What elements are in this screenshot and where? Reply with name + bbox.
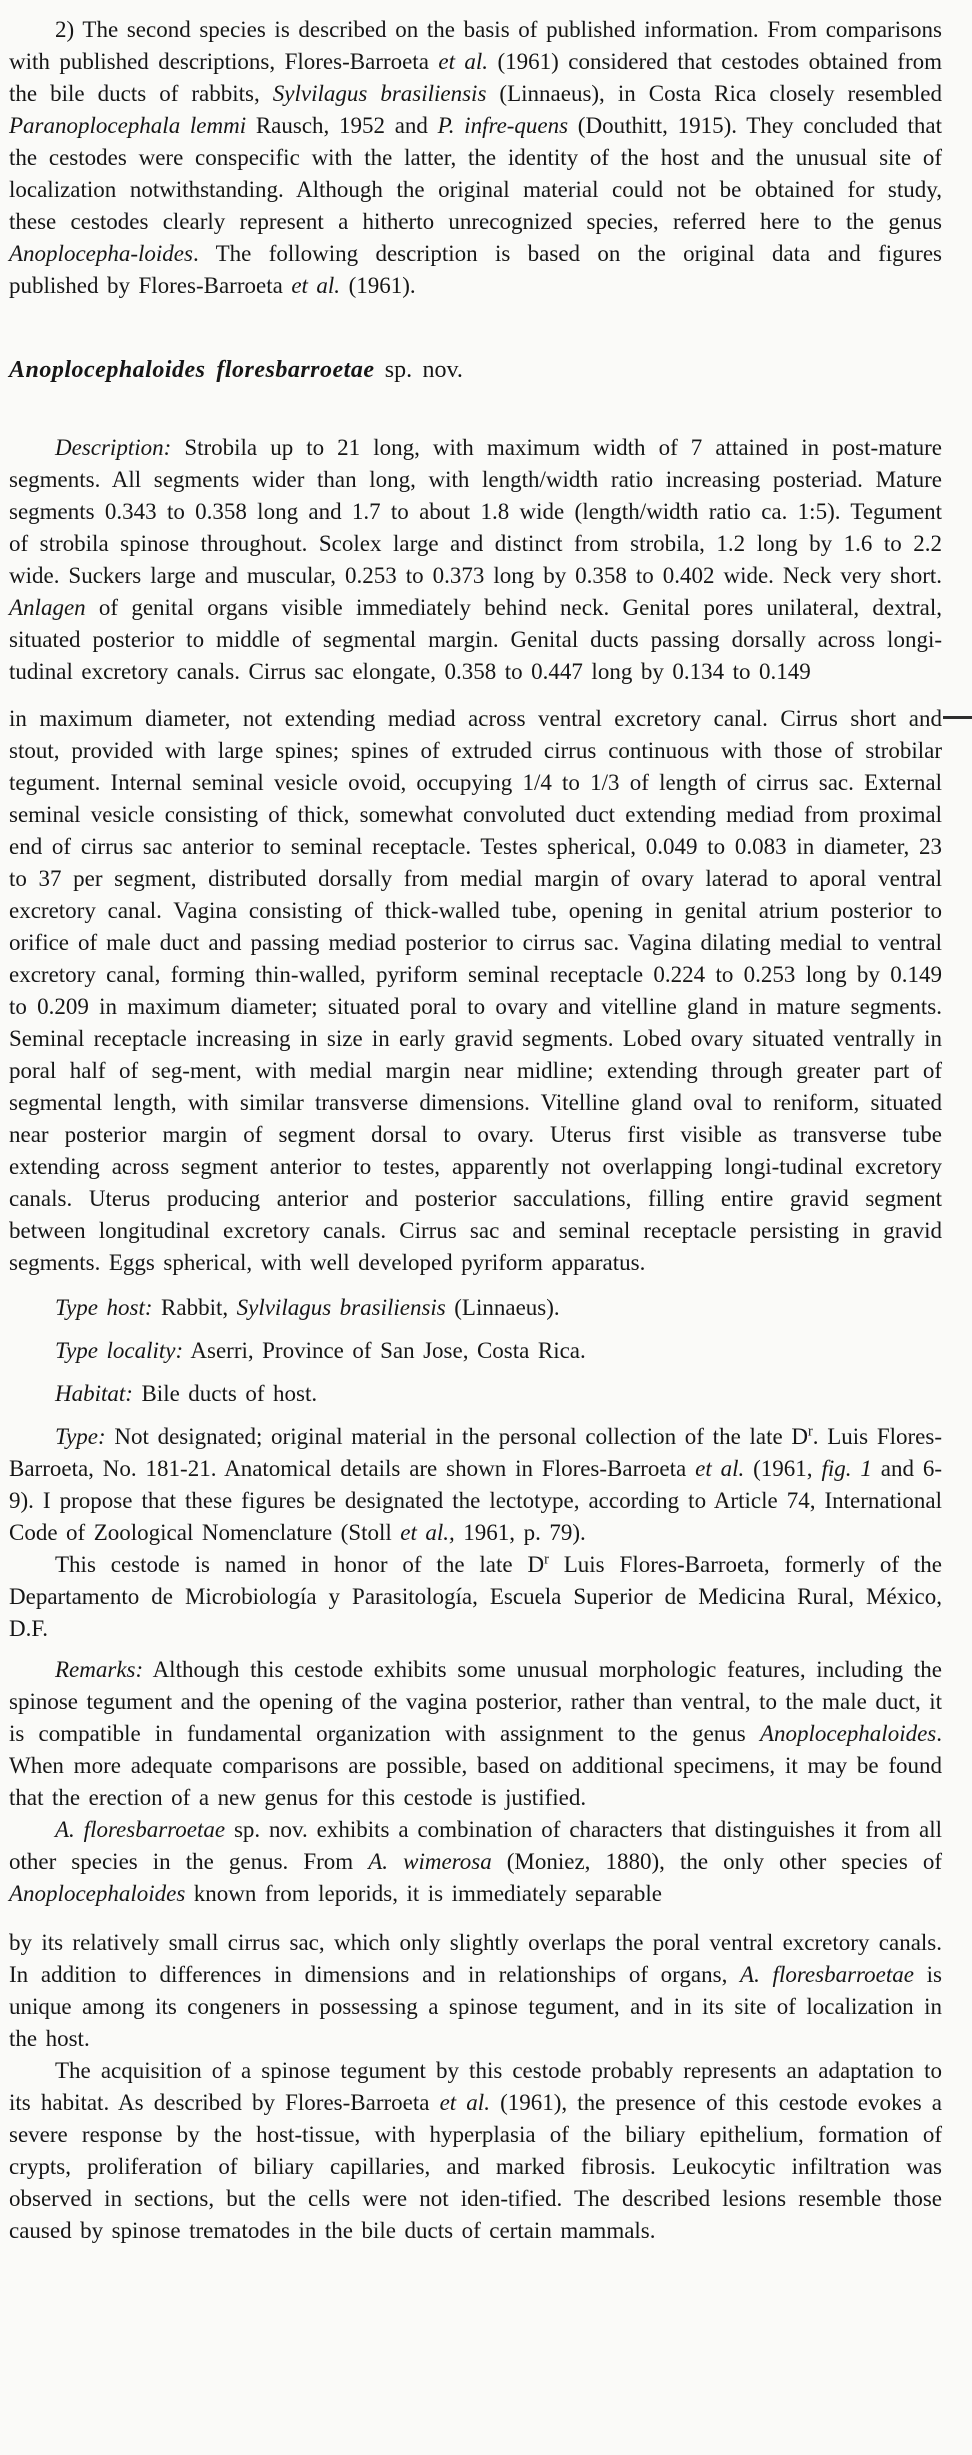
habitat-line: Habitat: Bile ducts of host. [55, 1381, 318, 1406]
remarks-paragraph: Remarks: Although this cestode exhibits some unusual morphologic features, including the spinose tegument and the opening of the vagina posterior, rather than ventral, to the male duct, it is compatible in fundamental organization with assignment to the genus Anoplocephaloides. When more adequate comparisons are possible, based on additional specimens, it may be found that the erection of a new genus for this cestode is justified. [9, 1657, 942, 1810]
intro-paragraph: 2) The second species is described on the basis of published information. From comparisons with published descriptions, Flores-Barroeta et al. (1961) considered that cestodes obtained from the bile ducts of rabbits, Sylvilagus brasiliensis (Linnaeus), in Costa Rica closely resembled Paranoplocephala lemmi Rausch, 1952 and P. infre-quens (Douthitt, 1915). They concluded that the cestodes were conspecific with the latter, the identity of the host and the unusual site of localization notwithstanding. Although the original material could not be obtained for study, these cestodes clearly represent a hitherto unrecognized species, referred here to the genus Anoplocepha-loides. The following description is based on the original data and figures published by Flores-Barroeta et al. (1961). [9, 17, 943, 298]
species-heading: Anoplocephaloides floresbarroetae sp. nov. [9, 357, 463, 383]
page-join-mark [943, 716, 972, 719]
description-paragraph: Description: Strobila up to 21 long, with maximum width of 7 attained in post-mature segments. All segments wider than long, with length/width ratio increasing posteriad. Mature segments 0.343 to 0.358 long and 1.7 to about 1.8 wide (length/width ratio ca. 1:5). Tegument of strobila spinose throughout. Scolex large and distinct from strobila, 1.2 long by 1.6 to 2.2 wide. Suckers large and muscular, 0.253 to 0.373 long by 0.358 to 0.402 wide. Neck very short. Anlagen of genital organs visible immediately behind neck. Genital pores unilateral, dextral, situated posterior to middle of segmental margin. Genital ducts passing dorsally across longi-tudinal excretory canals. Cirrus sac elongate, 0.358 to 0.447 long by 0.134 to 0.149 [9, 435, 942, 684]
comparison-continued-paragraph: by its relatively small cirrus sac, which only slightly overlaps the poral ventral excretory canals. In addition to differences in dimensions and in relationships of organs, A. floresbarroetae is unique among its congeners in possessing a spinose tegument, and in its site of localization in the host. [9, 1930, 942, 2051]
type-host-line: Type host: Rabbit, Sylvilagus brasiliensis (Linnaeus). [55, 1295, 560, 1320]
type-locality-line: Type locality: Aserri, Province of San Jose, Costa Rica. [55, 1338, 586, 1363]
etymology-paragraph: This cestode is named in honor of the late $D^r$ Luis Flores-Barroeta, formerly of the Departamento de Microbiología y Parasitología, Escuela Superior de Medicina Rural, México, D.F. [9, 1551, 942, 1641]
description-continued-paragraph: in maximum diameter, not extending mediad across ventral excretory canal. Cirrus short and stout, provided with large spines; spines of extruded cirrus continuous with those of strobilar tegument. Internal seminal vesicle ovoid, occupying 1/4 to 1/3 of length of cirrus sac. External seminal vesicle consisting of thick, somewhat convoluted duct extending mediad from proximal end of cirrus sac anterior to seminal receptacle. Testes spherical, 0.049 to 0.083 in diameter, 23 to 37 per segment, distributed dorsally from medial margin of ovary laterad to aporal ventral excretory canal. Vagina consisting of thick-walled tube, opening in genital atrium posterior to orifice of male duct and passing mediad posterior to cirrus sac. Vagina dilating medial to ventral excretory canal, forming thin-walled, pyriform seminal receptacle 0.224 to 0.253 long by 0.149 to 0.209 in maximum diameter; situated poral to ovary and vitelline gland in mature segments. Seminal receptacle increasing in size in early gravid segments. Lobed ovary situated ventrally in poral half of seg-ment, with medial margin near midline; extending through greater part of segmental length, with similar transverse dimensions. Vitelline gland oval to reniform, situated near posterior margin of segment dorsal to ovary. Uterus first visible as transverse tube extending across segment anterior to testes, apparently not overlapping longi-tudinal excretory canals. Uterus producing anterior and posterior sacculations, filling entire gravid segment between longitudinal excretory canals. Cirrus sac and seminal receptacle persisting in gravid segments. Eggs spherical, with well developed pyriform apparatus. [9, 706, 942, 1275]
type-paragraph: Type: Not designated; original material in the personal collection of the late $D^r$. Luis Flores-Barroeta, No. 181-21. Anatomical details are shown in Flores-Barroeta et al. (1961, fig. 1 and 6-9). I propose that these figures be designated the lectotype, according to Article 74, International Code of Zoological Nomenclature (Stoll et al., 1961, p. 79). [9, 1423, 943, 1545]
comparison-paragraph: A. floresbarroetae sp. nov. exhibits a combination of characters that distinguishes it from all other species in the genus. From A. wimerosa (Moniez, 1880), the only other species of Anoplocephaloides known from leporids, it is immediately separable [9, 1817, 943, 1906]
pathology-paragraph: The acquisition of a spinose tegument by this cestode probably represents an adaptation to its habitat. As described by Flores-Barroeta et al. (1961), the presence of this cestode evokes a severe response by the host-tissue, with hyperplasia of the biliary epithelium, formation of crypts, proliferation of biliary capillaries, and marked fibrosis. Leukocytic infiltration was observed in sections, but the cells were not iden-tified. The described lesions resemble those caused by spinose trematodes in the bile ducts of certain mammals. [9, 2058, 943, 2243]
